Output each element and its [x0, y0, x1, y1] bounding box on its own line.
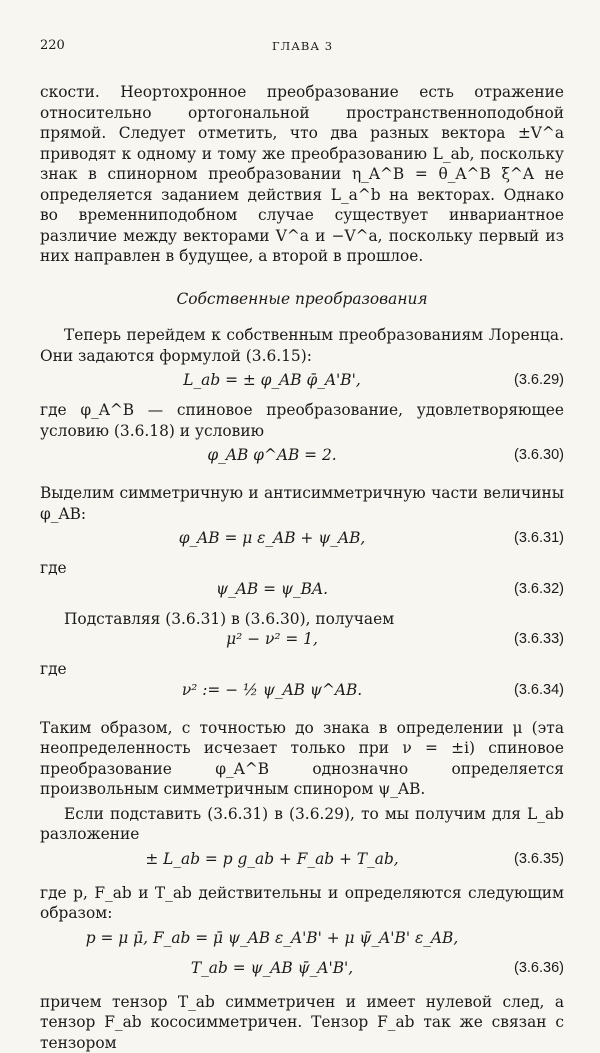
- page-number: 220: [40, 36, 65, 57]
- paragraph-proper-transformations: Теперь перейдем к собственным преобразованиям Лоренца. Они задаются формулой (3.6.15):: [40, 325, 564, 366]
- equation-number: (3.6.35): [514, 849, 564, 870]
- equation-number: (3.6.30): [514, 445, 564, 466]
- equation-formula: T_ab = ψ_AB ψ̄_A'B',: [40, 958, 504, 979]
- chapter-title: ГЛАВА 3: [272, 36, 333, 57]
- equation-3-6-36: [40, 958, 564, 988]
- where-label: где: [40, 558, 564, 579]
- equation-number: (3.6.32): [514, 579, 564, 600]
- equation-number: (3.6.29): [514, 370, 564, 391]
- equation-formula: p = μ μ̄, F_ab = μ̄ ψ_AB ε_A'B' + μ ψ̄_A'B' ε_AB,: [40, 928, 504, 949]
- equation-formula: φ_AB φ^AB = 2.: [40, 445, 504, 466]
- equation-formula: L_ab = ± φ_AB φ̄_A'B',: [40, 370, 504, 391]
- paragraph-decomposition: Если подставить (3.6.31) в (3.6.29), то мы получим для L_ab разложение: [40, 804, 564, 845]
- equation-3-6-31: [40, 528, 564, 558]
- paragraph-substitution: Подставляя (3.6.31) в (3.6.30), получаем: [40, 609, 564, 630]
- equation-3-6-35: [40, 849, 564, 879]
- paragraph-real-terms: где p, F_ab и T_ab действительны и определяются следующим образом:: [40, 883, 564, 924]
- equation-3-6-34: [40, 680, 564, 710]
- paragraph-sign-ambiguity: Таким образом, с точностью до знака в определении μ (эта неопределенность исчезает только при ν = ±i) спиновое преобразование φ_A^B однозначно определяется произвольным симметричным спинором ψ_AB.: [40, 718, 564, 800]
- equation-formula: ± L_ab = p g_ab + F_ab + T_ab,: [40, 849, 504, 870]
- equation-number: (3.6.31): [514, 528, 564, 549]
- equation-formula: φ_AB = μ ε_AB + ψ_AB,: [40, 528, 504, 549]
- running-header: [40, 36, 564, 58]
- section-title: Собственные преобразования: [40, 289, 564, 310]
- equation-number: (3.6.34): [514, 680, 564, 701]
- paragraph-tensor-properties: причем тензор T_ab симметричен и имеет нулевой след, а тензор F_ab кососимметричен. Тензор F_ab так же связан с тензором: [40, 992, 564, 1053]
- paragraph-symmetric-parts: Выделим симметричную и антисимметричную части величины φ_AB:: [40, 483, 564, 524]
- paragraph-intro: скости. Неортохронное преобразование есть отражение относительно ортогональной пространственноподобной прямой. Следует отметить, что два разных вектора ±V^a приводят к одному и тому же преобразованию L_ab, поскольку знак в спинорном преобразовании η_A^B = θ_A^B ξ^A не определяется заданием действия L_a^b на векторах. Однако во временниподобном случае существует инвариантное различие между векторами V^a и −V^a, поскольку первый из них направлен в будущее, а второй в прошлое.: [40, 82, 564, 267]
- equation-3-6-33: [40, 629, 564, 659]
- where-label: где: [40, 659, 564, 680]
- equation-3-6-36-line1: [40, 928, 564, 958]
- equation-number: (3.6.36): [514, 958, 564, 979]
- equation-formula: ψ_AB = ψ_BA.: [40, 579, 504, 600]
- equation-number: (3.6.33): [514, 629, 564, 650]
- page: [40, 36, 564, 1053]
- equation-3-6-29: [40, 370, 564, 400]
- paragraph-spin-transformation: где φ_A^B — спиновое преобразование, удовлетворяющее условию (3.6.18) и условию: [40, 400, 564, 441]
- equation-formula: ν² := − ½ ψ_AB ψ^AB.: [40, 680, 504, 701]
- equation-3-6-30: [40, 445, 564, 475]
- equation-3-6-32: [40, 579, 564, 609]
- equation-formula: μ² − ν² = 1,: [40, 629, 504, 650]
